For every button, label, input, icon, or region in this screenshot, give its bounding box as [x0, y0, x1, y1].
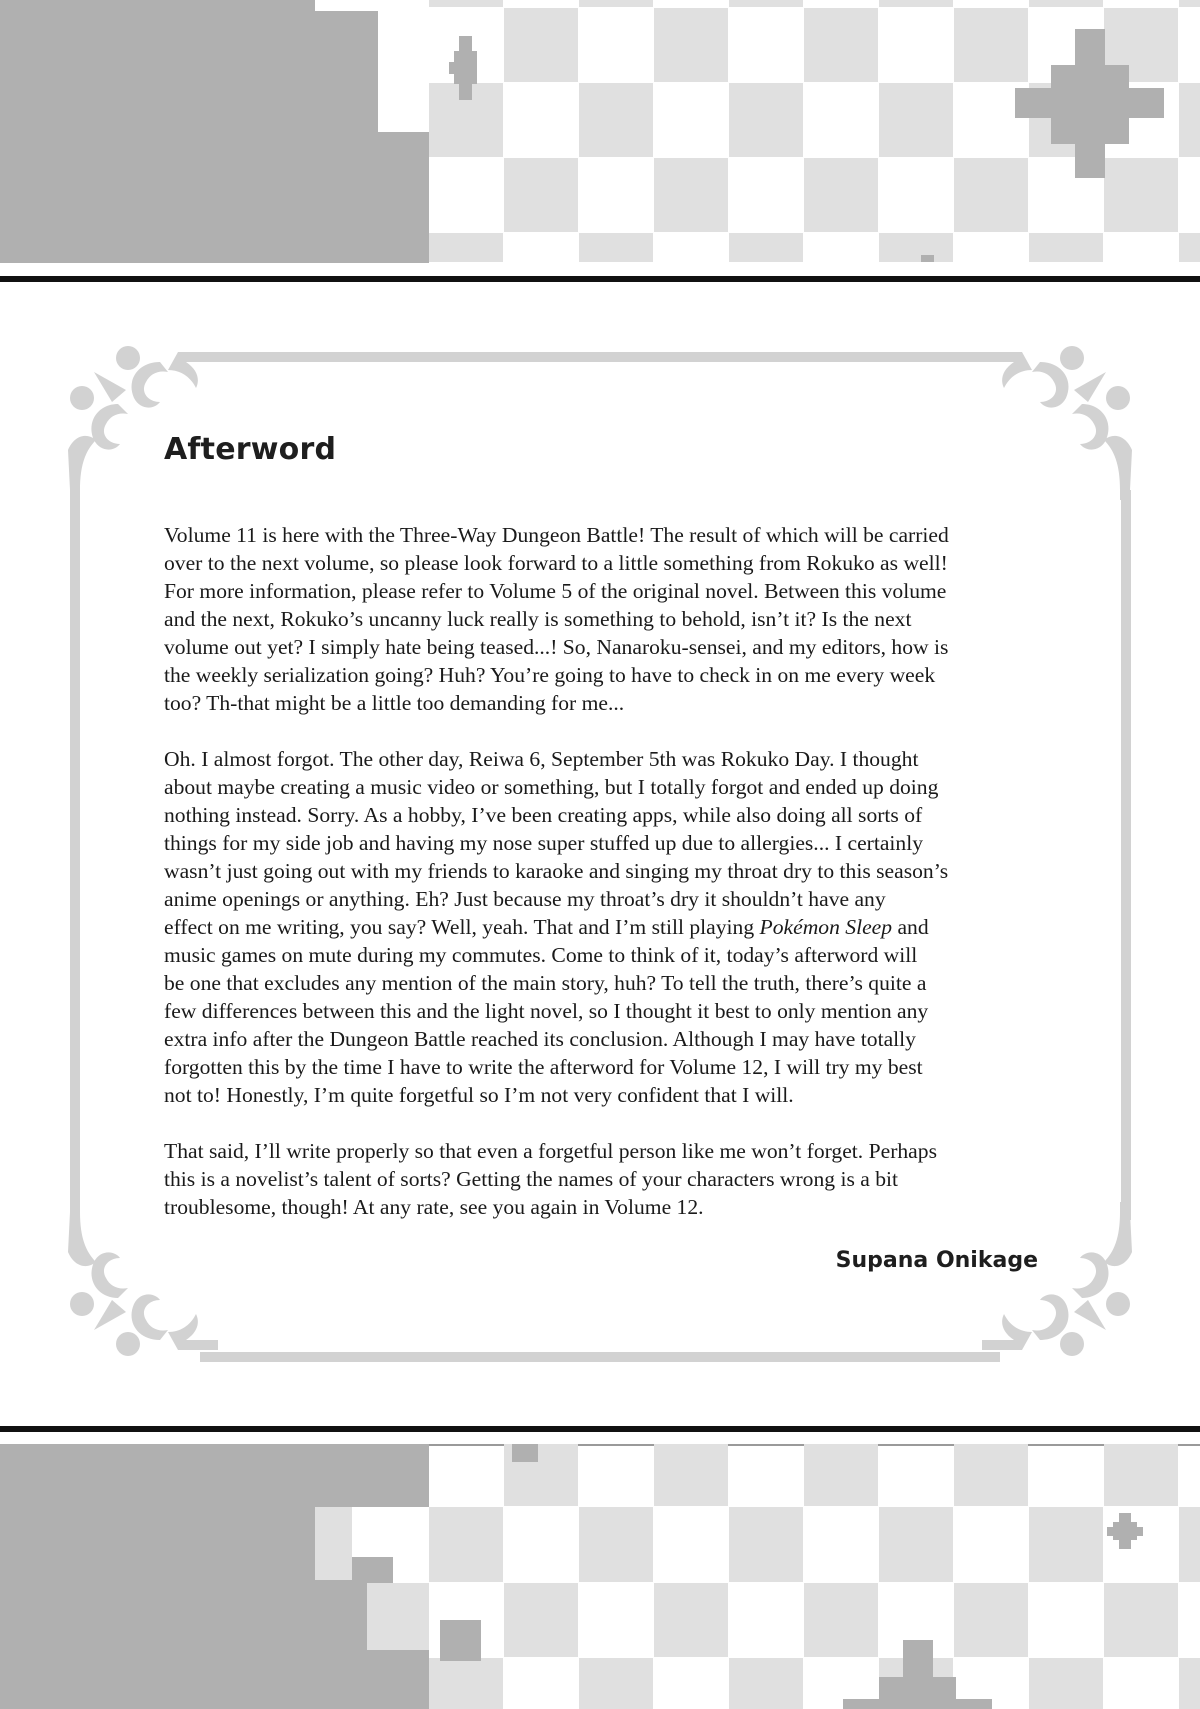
- text-line: wasn’t just going out with my friends to karaoke and singing my throat dry to this season’s: [164, 859, 949, 883]
- checker-cell: [729, 83, 803, 157]
- text-line: [164, 913, 1044, 941]
- checker-cell: [729, 1658, 803, 1709]
- checker-cell: [504, 158, 578, 232]
- bottom-decorative-band: [0, 1444, 1200, 1709]
- frame-left-edge: [70, 490, 80, 1220]
- checker-cell: [1029, 1658, 1103, 1709]
- gray-pixel: [440, 1620, 481, 1661]
- checker-cell: [804, 158, 878, 232]
- text-line: the weekly serialization going? Huh? You’re going to have to check in on me every week: [164, 663, 936, 687]
- author-signature: Supana Onikage: [835, 1248, 1038, 1273]
- text-line: anime openings or anything. Eh? Just because my throat’s dry it shouldn’t have any: [164, 887, 886, 911]
- gray-block: [0, 1444, 429, 1507]
- text-line: Oh. I almost forgot. The other day, Reiwa 6, September 5th was Rokuko Day. I thought: [164, 747, 919, 771]
- bottom-divider-rule: [0, 1426, 1200, 1432]
- checker-cell: [729, 0, 803, 7]
- frame-bottom-edge: [200, 1352, 1000, 1362]
- text-line: and the next, Rokuko’s uncanny luck really is something to behold, isn’t it? Is the next: [164, 607, 912, 631]
- checker-cell: [504, 8, 578, 82]
- text-line: this is a novelist’s talent of sorts? Getting the names of your characters wrong is a bit: [164, 1167, 899, 1191]
- gray-block: [352, 1599, 367, 1651]
- text-line: things for my side job and having my nose super stuffed up due to allergies... I certainly: [164, 831, 924, 855]
- checker-cell: [579, 233, 653, 262]
- text-line: For more information, please refer to Volume 5 of the original novel. Between this volume: [164, 579, 947, 603]
- light-pixel: [315, 1507, 352, 1580]
- checker-cell: [504, 1583, 578, 1657]
- text-line: music games on mute during my commutes. Come to think of it, today’s afterword will: [164, 943, 918, 967]
- frame-top-edge: [200, 352, 1000, 362]
- checker-cell: [879, 233, 953, 262]
- corner-ornament-icon: [68, 340, 218, 500]
- gray-block: [0, 1506, 315, 1651]
- text-line: over to the next volume, so please look forward to a little something from Rokuko as well!: [164, 551, 948, 575]
- gray-block: [315, 1580, 352, 1651]
- checker-cell: [654, 1583, 728, 1657]
- text-line: That said, I’ll write properly so that even a forgetful person like me won’t forget. Perhaps: [164, 1139, 937, 1163]
- checker-cell: [429, 0, 503, 7]
- checker-cell: [954, 1444, 1028, 1506]
- checker-cell: [579, 83, 653, 157]
- top-decorative-band: [0, 0, 1200, 263]
- checker-cell: [654, 8, 728, 82]
- checker-cell: [729, 233, 803, 262]
- frame-right-edge: [1121, 490, 1131, 1220]
- checker-cell: [879, 83, 953, 157]
- checker-cell: [1179, 233, 1200, 262]
- text-segment: and: [892, 915, 929, 939]
- text-segment: effect on me writing, you say? Well, yeah. That and I’m still playing: [164, 915, 760, 939]
- gray-block: [0, 1650, 429, 1709]
- text-line: volume out yet? I simply hate being teased...! So, Nanaroku-sensei, and my editors, how is: [164, 635, 949, 659]
- checker-cell: [729, 1507, 803, 1582]
- pixel-dot: [921, 255, 934, 262]
- checker-cell: [579, 1507, 653, 1582]
- checker-cell: [429, 233, 503, 262]
- checker-cell: [879, 1507, 953, 1582]
- checker-cell: [579, 0, 653, 7]
- corner-ornament-icon: [68, 1202, 218, 1362]
- checker-cell: [1179, 0, 1200, 7]
- text-line: not to! Honestly, I’m quite forgetful so I’m not very confident that I will.: [164, 1083, 794, 1107]
- checker-cell: [1179, 83, 1200, 157]
- checker-cell: [804, 8, 878, 82]
- checker-cell: [879, 0, 953, 7]
- gray-block: [0, 132, 429, 263]
- checker-cell: [429, 1507, 503, 1582]
- paragraph-3: [164, 1137, 1044, 1221]
- game-title-italic: Pokémon Sleep: [759, 915, 893, 939]
- text-line: Volume 11 is here with the Three-Way Dungeon Battle! The result of which will be carried: [164, 523, 949, 547]
- sparkle-icon: [1107, 1513, 1143, 1549]
- checker-cell: [654, 158, 728, 232]
- checker-cell: [804, 1444, 878, 1506]
- gray-block: [0, 11, 378, 133]
- checker-cell: [1029, 233, 1103, 262]
- top-divider-rule: [0, 276, 1200, 282]
- sparkle-icon: [449, 36, 477, 100]
- corner-ornament-icon: [982, 1202, 1132, 1362]
- light-pixel: [367, 1583, 429, 1651]
- checker-cell: [1029, 0, 1103, 7]
- sparkle-icon: [843, 1640, 992, 1709]
- text-line: few differences between this and the light novel, so I thought it best to only mention any: [164, 999, 929, 1023]
- paragraph-1: [164, 521, 1044, 717]
- checker-cell: [1179, 1507, 1200, 1582]
- checker-cell: [1104, 1583, 1178, 1657]
- checker-cell: [1179, 1658, 1200, 1709]
- text-line: extra info after the Dungeon Battle reached its conclusion. Although I may have totally: [164, 1027, 916, 1051]
- checker-cell: [1104, 1444, 1178, 1506]
- text-line: about maybe creating a music video or something, but I totally forgot and ended up doing: [164, 775, 939, 799]
- text-line: be one that excludes any mention of the main story, huh? To tell the truth, there’s quite a: [164, 971, 927, 995]
- text-line: nothing instead. Sorry. As a hobby, I’ve been creating apps, while also doing all sorts of: [164, 803, 923, 827]
- sparkle-icon: [1015, 29, 1164, 178]
- paragraph-2: [164, 745, 1044, 1109]
- checker-cell: [654, 1444, 728, 1506]
- checker-cell: [1029, 1507, 1103, 1582]
- checker-cell: [429, 1658, 503, 1709]
- gray-pixel: [512, 1444, 538, 1462]
- text-line: forgotten this by the time I have to write the afterword for Volume 12, I will try my best: [164, 1055, 923, 1079]
- checker-cell: [579, 1658, 653, 1709]
- corner-ornament-icon: [982, 340, 1132, 500]
- page-title: Afterword: [164, 432, 337, 467]
- text-line: too? Th-that might be a little too demanding for me...: [164, 691, 625, 715]
- text-line: troublesome, though! At any rate, see you again in Volume 12.: [164, 1195, 704, 1219]
